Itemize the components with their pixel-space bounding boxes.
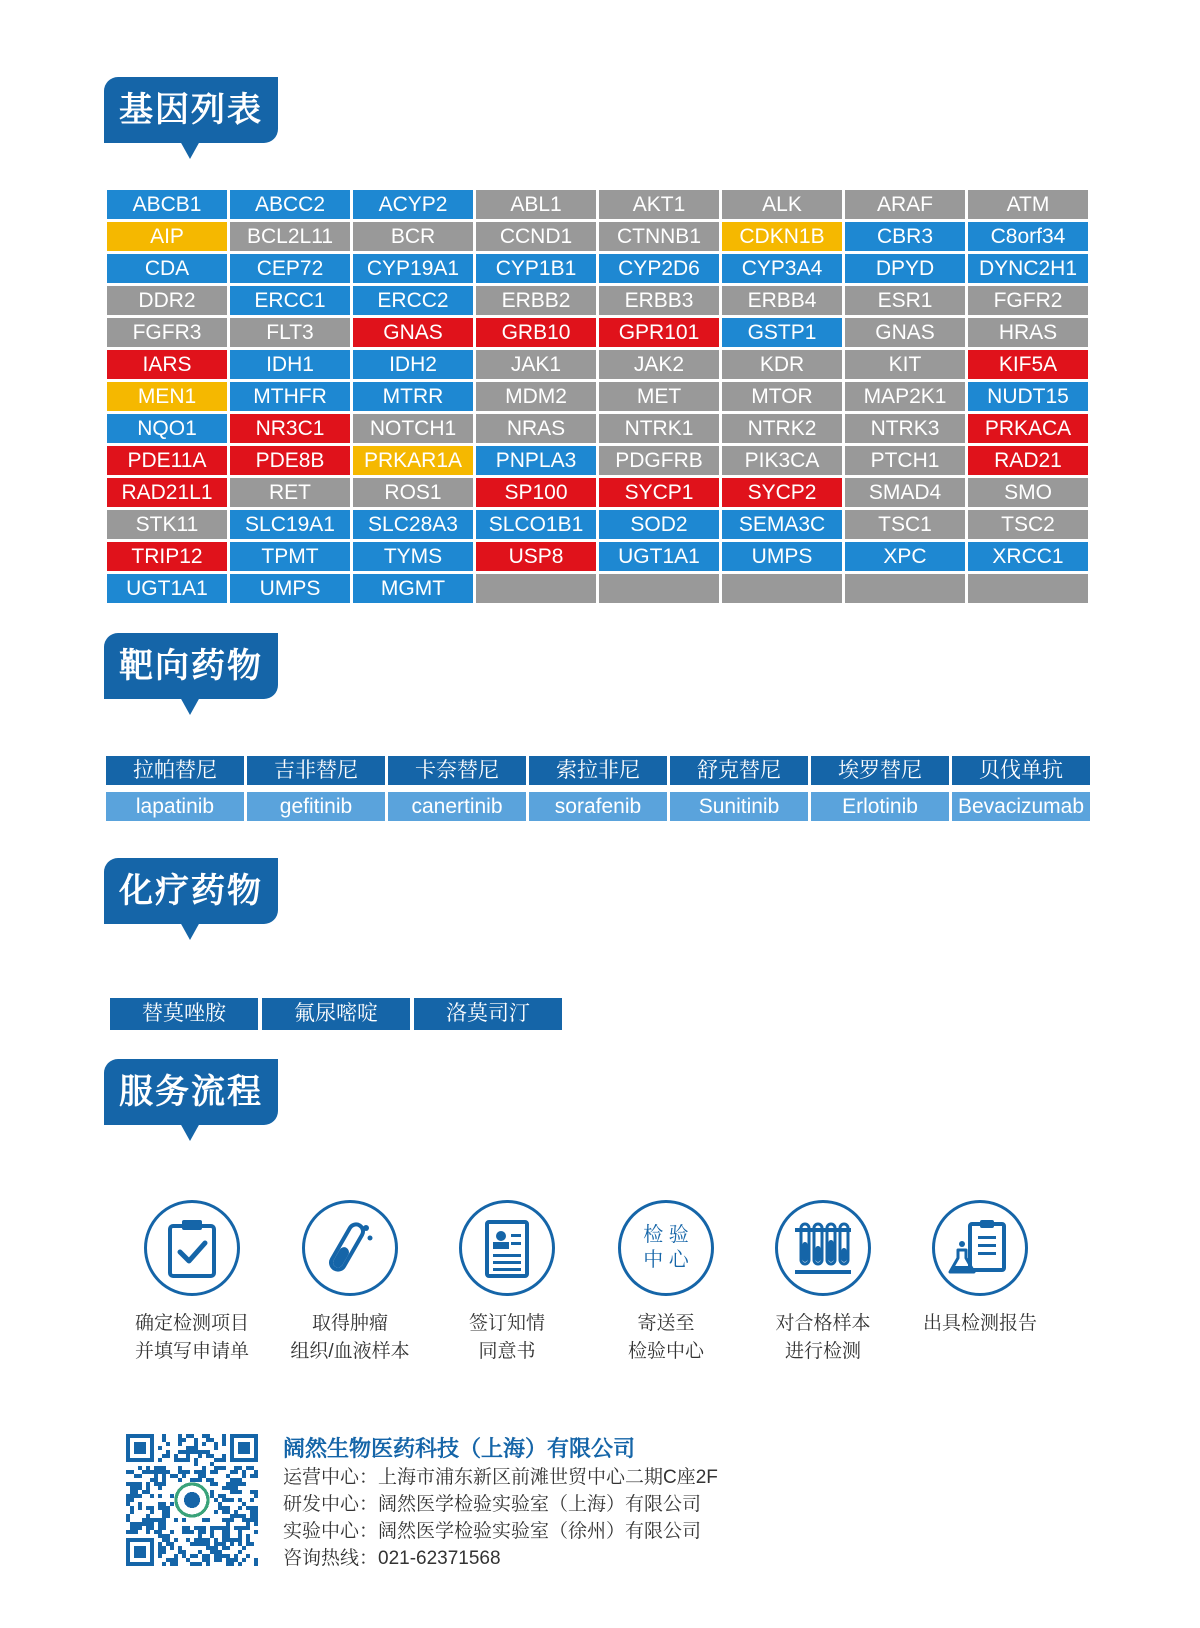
targeted-drug-en: Sunitinib [670,792,808,821]
gene-cell: MEN1 [107,382,227,411]
report-icon [932,1200,1028,1296]
gene-cell: JAK2 [599,350,719,379]
targeted-drug-en: Bevacizumab [952,792,1090,821]
gene-cell: RET [230,478,350,507]
gene-cell: SMO [968,478,1088,507]
gene-cell: GRB10 [476,318,596,347]
company-hotline: 咨询热线：021-62371568 [283,1548,501,1569]
gene-cell: TYMS [353,542,473,571]
process-step-6 [900,1200,1060,1338]
gene-cell: SP100 [476,478,596,507]
test-tube-icon [302,1200,398,1296]
gene-cell: ALK [722,190,842,219]
tag-pointer [180,697,200,715]
targeted-drug-cn: 舒克替尼 [670,756,808,785]
gene-cell: CCND1 [476,222,596,251]
targeted-drug-en: sorafenib [529,792,667,821]
gene-cell: GNAS [353,318,473,347]
qr-code-icon [126,1434,258,1566]
gene-cell: IDH1 [230,350,350,379]
gene-cell: ERBB2 [476,286,596,315]
gene-cell: PDE11A [107,446,227,475]
gene-cell: GPR101 [599,318,719,347]
gene-cell: ABL1 [476,190,596,219]
targeted-drug-cn: 埃罗替尼 [811,756,949,785]
gene-cell [968,574,1088,603]
gene-cell: ERCC1 [230,286,350,315]
step-caption: 签订知情 同意书 [468,1313,545,1362]
gene-cell: CYP19A1 [353,254,473,283]
step-caption: 取得肿瘤 组织/血液样本 [290,1313,410,1362]
targeted-drug-en: canertinib [388,792,526,821]
tag-pointer [180,141,200,159]
step-caption: 确定检测项目 并填写申请单 [134,1313,249,1362]
gene-cell: SYCP1 [599,478,719,507]
section-tag-gene-list [104,77,278,159]
gene-cell: MTOR [722,382,842,411]
section-title: 服务流程 [119,1073,263,1111]
gene-cell [476,574,596,603]
gene-cell: ABCB1 [107,190,227,219]
gene-cell: ARAF [845,190,965,219]
company-address: 运营中心：上海市浦东新区前滩世贸中心二期C座2F [283,1467,718,1488]
chemo-drug: 洛莫司汀 [414,998,562,1030]
test-tube-rack-icon [775,1200,871,1296]
targeted-drug-cn: 吉非替尼 [247,756,385,785]
process-step-2 [270,1200,430,1366]
gene-cell: DDR2 [107,286,227,315]
gene-cell: CEP72 [230,254,350,283]
company-name: 阔然生物医药科技（上海）有限公司 [283,1436,636,1461]
targeted-drug-en: Erlotinib [811,792,949,821]
targeted-drug-cn: 索拉非尼 [529,756,667,785]
gene-cell: JAK1 [476,350,596,379]
targeted-drug-cn: 贝伐单抗 [952,756,1090,785]
lab-center-icon: 检 验 中 心 [618,1200,714,1296]
gene-cell: SLCO1B1 [476,510,596,539]
clipboard-check-icon [144,1200,240,1296]
gene-cell: HRAS [968,318,1088,347]
gene-cell: SOD2 [599,510,719,539]
gene-cell: TSC2 [968,510,1088,539]
gene-cell: MGMT [353,574,473,603]
gene-cell: PDE8B [230,446,350,475]
gene-cell: PTCH1 [845,446,965,475]
gene-cell: BCR [353,222,473,251]
gene-cell: AIP [107,222,227,251]
company-lab-center: 实验中心：阔然医学检验实验室（徐州）有限公司 [283,1521,702,1542]
gene-cell: PIK3CA [722,446,842,475]
gene-cell: NUDT15 [968,382,1088,411]
gene-cell: BCL2L11 [230,222,350,251]
process-step-3 [427,1200,587,1366]
gene-cell: NTRK2 [722,414,842,443]
company-info [283,1434,718,1572]
gene-cell: FGFR3 [107,318,227,347]
process-step-5 [743,1200,903,1366]
gene-cell: AKT1 [599,190,719,219]
gene-cell: DPYD [845,254,965,283]
section-tag-service-process [104,1059,278,1141]
company-rd-center: 研发中心：阔然医学检验实验室（上海）有限公司 [283,1494,702,1515]
gene-cell: ATM [968,190,1088,219]
gene-cell: GSTP1 [722,318,842,347]
targeted-drug-en: gefitinib [247,792,385,821]
gene-cell: UGT1A1 [599,542,719,571]
gene-cell: NTRK1 [599,414,719,443]
gene-cell: RAD21L1 [107,478,227,507]
gene-cell: SLC19A1 [230,510,350,539]
gene-cell: ABCC2 [230,190,350,219]
gene-cell: TRIP12 [107,542,227,571]
section-tag-targeted-drugs [104,633,278,715]
gene-cell: STK11 [107,510,227,539]
gene-cell: DYNC2H1 [968,254,1088,283]
tag-pointer [180,1123,200,1141]
gene-cell: NQO1 [107,414,227,443]
gene-cell: TPMT [230,542,350,571]
gene-cell: ESR1 [845,286,965,315]
gene-cell: SLC28A3 [353,510,473,539]
gene-cell: TSC1 [845,510,965,539]
gene-cell: IARS [107,350,227,379]
gene-cell: CDKN1B [722,222,842,251]
gene-cell: SEMA3C [722,510,842,539]
section-title: 基因列表 [119,91,263,129]
targeted-drug-cn: 卡奈替尼 [388,756,526,785]
step-caption: 寄送至 检验中心 [627,1313,704,1362]
gene-cell: NR3C1 [230,414,350,443]
gene-cell: CTNNB1 [599,222,719,251]
gene-cell: PDGFRB [599,446,719,475]
gene-cell: PNPLA3 [476,446,596,475]
process-step-4 [586,1200,746,1366]
gene-cell: MTRR [353,382,473,411]
gene-cell: GNAS [845,318,965,347]
gene-cell: USP8 [476,542,596,571]
gene-cell: NOTCH1 [353,414,473,443]
section-title: 靶向药物 [119,647,263,685]
gene-cell: PRKACA [968,414,1088,443]
gene-cell: ERBB3 [599,286,719,315]
targeted-drug-en: lapatinib [106,792,244,821]
gene-cell: XRCC1 [968,542,1088,571]
section-title: 化疗药物 [119,872,263,910]
chemo-drug: 替莫唑胺 [110,998,258,1030]
step-caption: 对合格样本 进行检测 [775,1313,871,1362]
gene-cell: FGFR2 [968,286,1088,315]
gene-cell: ERCC2 [353,286,473,315]
consent-form-icon [459,1200,555,1296]
targeted-drug-cn: 拉帕替尼 [106,756,244,785]
chemo-drug-row [110,998,562,1030]
gene-cell: RAD21 [968,446,1088,475]
tag-pointer [180,922,200,940]
gene-cell: C8orf34 [968,222,1088,251]
service-process [112,1200,1092,1370]
gene-cell: CBR3 [845,222,965,251]
gene-cell: KIT [845,350,965,379]
gene-cell: CYP2D6 [599,254,719,283]
targeted-drug-grid [106,756,1090,821]
gene-cell: NRAS [476,414,596,443]
gene-cell: FLT3 [230,318,350,347]
gene-cell [722,574,842,603]
gene-cell: CYP1B1 [476,254,596,283]
gene-cell: CDA [107,254,227,283]
gene-cell: ROS1 [353,478,473,507]
gene-cell [599,574,719,603]
gene-cell: ACYP2 [353,190,473,219]
gene-cell: UMPS [230,574,350,603]
gene-cell: SMAD4 [845,478,965,507]
gene-cell: IDH2 [353,350,473,379]
gene-cell: KDR [722,350,842,379]
gene-cell: MDM2 [476,382,596,411]
gene-cell: UMPS [722,542,842,571]
gene-cell: SYCP2 [722,478,842,507]
gene-cell: MET [599,382,719,411]
process-step-1 [112,1200,272,1366]
gene-cell: KIF5A [968,350,1088,379]
step-caption: 出具检测报告 [922,1313,1037,1334]
chemo-drug: 氟尿嘧啶 [262,998,410,1030]
gene-cell [845,574,965,603]
gene-cell: UGT1A1 [107,574,227,603]
gene-cell: NTRK3 [845,414,965,443]
gene-cell: CYP3A4 [722,254,842,283]
gene-cell: XPC [845,542,965,571]
company-footer [126,1434,926,1574]
section-tag-chemo-drugs [104,858,278,940]
gene-cell: ERBB4 [722,286,842,315]
gene-cell: MAP2K1 [845,382,965,411]
gene-cell: MTHFR [230,382,350,411]
gene-cell: PRKAR1A [353,446,473,475]
gene-grid [107,190,1091,603]
